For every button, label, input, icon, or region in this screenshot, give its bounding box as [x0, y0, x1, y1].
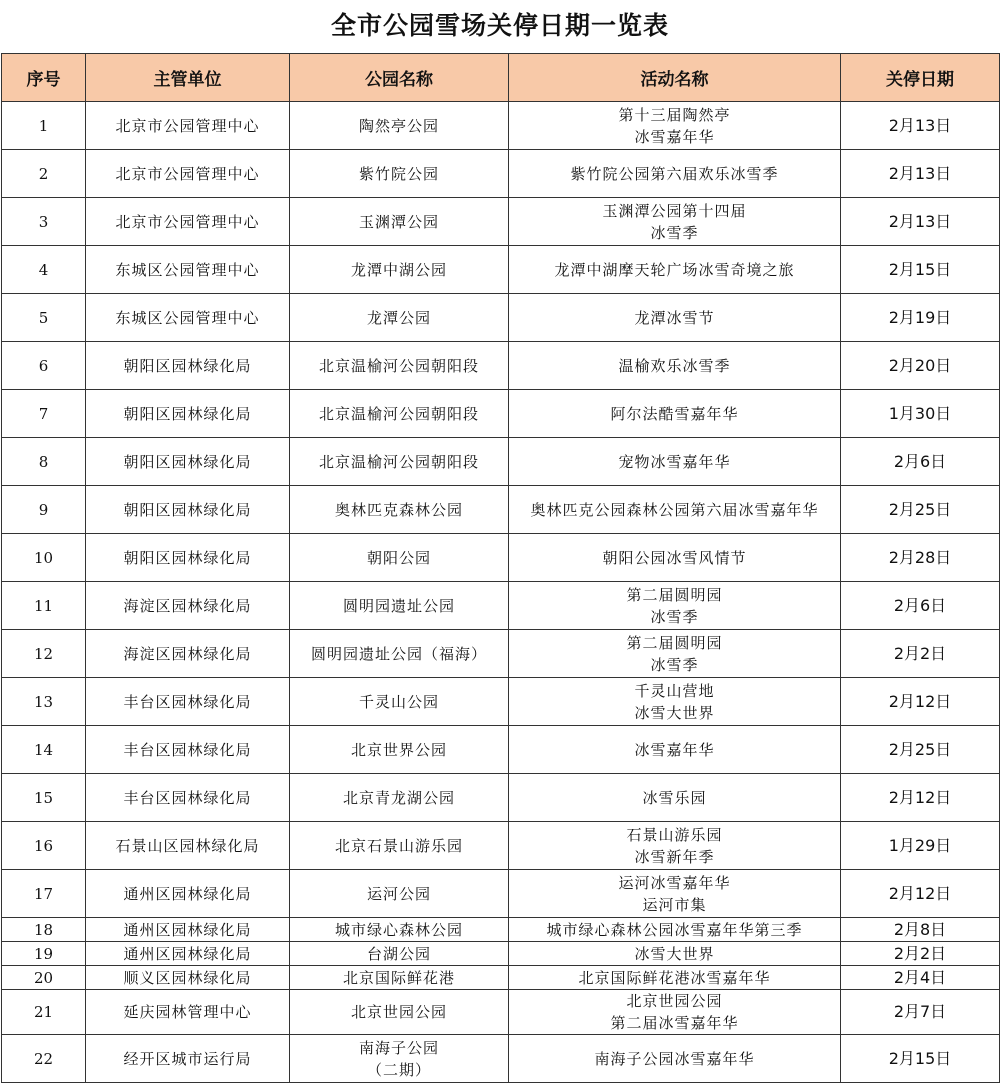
table-row [2, 534, 1000, 582]
table-row [2, 630, 1000, 678]
table-row [2, 198, 1000, 246]
table-row [2, 1035, 1000, 1083]
cell-activity: 北京世园公园 第二届冰雪嘉年华 [509, 990, 841, 1035]
table-row [2, 582, 1000, 630]
table-row [2, 822, 1000, 870]
cell-unit: 朝阳区园林绿化局 [86, 390, 290, 438]
cell-unit: 丰台区园林绿化局 [86, 774, 290, 822]
cell-unit: 顺义区园林绿化局 [86, 966, 290, 990]
table-row [2, 942, 1000, 966]
cell-index: 5 [2, 294, 86, 342]
table-row [2, 102, 1000, 150]
cell-date: 2月8日 [841, 918, 1000, 942]
cell-index: 7 [2, 390, 86, 438]
cell-unit: 海淀区园林绿化局 [86, 630, 290, 678]
cell-date: 2月28日 [841, 534, 1000, 582]
table-row [2, 294, 1000, 342]
cell-unit: 经开区城市运行局 [86, 1035, 290, 1083]
cell-index: 19 [2, 942, 86, 966]
cell-date: 2月7日 [841, 990, 1000, 1035]
cell-date: 2月6日 [841, 438, 1000, 486]
table-row [2, 726, 1000, 774]
cell-unit: 石景山区园林绿化局 [86, 822, 290, 870]
cell-unit: 东城区公园管理中心 [86, 294, 290, 342]
cell-park: 北京国际鲜花港 [290, 966, 509, 990]
cell-park: 千灵山公园 [290, 678, 509, 726]
cell-activity: 龙潭冰雪节 [509, 294, 841, 342]
cell-date: 2月25日 [841, 726, 1000, 774]
table-row [2, 150, 1000, 198]
cell-park: 南海子公园 （二期） [290, 1035, 509, 1083]
cell-date: 1月29日 [841, 822, 1000, 870]
table-row [2, 246, 1000, 294]
cell-index: 4 [2, 246, 86, 294]
table-row [2, 678, 1000, 726]
header-date: 关停日期 [841, 54, 1000, 102]
cell-date: 2月6日 [841, 582, 1000, 630]
cell-activity: 龙潭中湖摩天轮广场冰雪奇境之旅 [509, 246, 841, 294]
cell-date: 2月19日 [841, 294, 1000, 342]
cell-date: 2月25日 [841, 486, 1000, 534]
cell-index: 1 [2, 102, 86, 150]
cell-activity: 奥林匹克公园森林公园第六届冰雪嘉年华 [509, 486, 841, 534]
cell-activity: 冰雪嘉年华 [509, 726, 841, 774]
cell-activity: 阿尔法酷雪嘉年华 [509, 390, 841, 438]
table-row [2, 990, 1000, 1035]
cell-index: 12 [2, 630, 86, 678]
cell-activity: 冰雪乐园 [509, 774, 841, 822]
table-row [2, 918, 1000, 942]
table-header [2, 54, 1000, 102]
cell-park: 圆明园遗址公园 [290, 582, 509, 630]
cell-activity: 温榆欢乐冰雪季 [509, 342, 841, 390]
cell-park: 圆明园遗址公园（福海） [290, 630, 509, 678]
cell-activity: 城市绿心森林公园冰雪嘉年华第三季 [509, 918, 841, 942]
table-row [2, 774, 1000, 822]
cell-date: 2月15日 [841, 246, 1000, 294]
table-row [2, 342, 1000, 390]
cell-activity: 运河冰雪嘉年华 运河市集 [509, 870, 841, 918]
cell-park: 龙潭公园 [290, 294, 509, 342]
cell-park: 北京世界公园 [290, 726, 509, 774]
cell-index: 16 [2, 822, 86, 870]
cell-park: 龙潭中湖公园 [290, 246, 509, 294]
cell-unit: 北京市公园管理中心 [86, 198, 290, 246]
cell-date: 2月4日 [841, 966, 1000, 990]
cell-activity: 冰雪大世界 [509, 942, 841, 966]
cell-park: 朝阳公园 [290, 534, 509, 582]
cell-unit: 延庆园林管理中心 [86, 990, 290, 1035]
cell-park: 北京温榆河公园朝阳段 [290, 342, 509, 390]
cell-activity: 石景山游乐园 冰雪新年季 [509, 822, 841, 870]
cell-index: 18 [2, 918, 86, 942]
cell-index: 2 [2, 150, 86, 198]
cell-park: 城市绿心森林公园 [290, 918, 509, 942]
cell-activity: 第十三届陶然亭 冰雪嘉年华 [509, 102, 841, 150]
header-unit: 主管单位 [86, 54, 290, 102]
header-activity: 活动名称 [509, 54, 841, 102]
cell-index: 11 [2, 582, 86, 630]
header-park: 公园名称 [290, 54, 509, 102]
cell-date: 2月13日 [841, 198, 1000, 246]
cell-unit: 通州区园林绿化局 [86, 918, 290, 942]
cell-park: 玉渊潭公园 [290, 198, 509, 246]
cell-unit: 北京市公园管理中心 [86, 150, 290, 198]
cell-index: 6 [2, 342, 86, 390]
cell-unit: 朝阳区园林绿化局 [86, 534, 290, 582]
cell-park: 北京温榆河公园朝阳段 [290, 438, 509, 486]
cell-unit: 朝阳区园林绿化局 [86, 438, 290, 486]
cell-index: 22 [2, 1035, 86, 1083]
header-row [2, 54, 1000, 102]
cell-index: 3 [2, 198, 86, 246]
cell-park: 紫竹院公园 [290, 150, 509, 198]
cell-index: 9 [2, 486, 86, 534]
cell-date: 2月13日 [841, 150, 1000, 198]
cell-date: 2月20日 [841, 342, 1000, 390]
cell-index: 15 [2, 774, 86, 822]
table-row [2, 966, 1000, 990]
cell-index: 14 [2, 726, 86, 774]
cell-activity: 北京国际鲜花港冰雪嘉年华 [509, 966, 841, 990]
table-row [2, 486, 1000, 534]
cell-unit: 朝阳区园林绿化局 [86, 342, 290, 390]
cell-unit: 丰台区园林绿化局 [86, 726, 290, 774]
cell-unit: 东城区公园管理中心 [86, 246, 290, 294]
table-row [2, 870, 1000, 918]
cell-index: 21 [2, 990, 86, 1035]
table-row [2, 390, 1000, 438]
cell-index: 8 [2, 438, 86, 486]
closure-schedule-table [1, 53, 1000, 1083]
cell-activity: 千灵山营地 冰雪大世界 [509, 678, 841, 726]
cell-park: 北京石景山游乐园 [290, 822, 509, 870]
cell-park: 北京温榆河公园朝阳段 [290, 390, 509, 438]
cell-park: 北京青龙湖公园 [290, 774, 509, 822]
page-title: 全市公园雪场关停日期一览表 [330, 11, 669, 40]
cell-index: 13 [2, 678, 86, 726]
cell-date: 2月15日 [841, 1035, 1000, 1083]
table-row [2, 438, 1000, 486]
cell-activity: 玉渊潭公园第十四届 冰雪季 [509, 198, 841, 246]
cell-activity: 第二届圆明园 冰雪季 [509, 582, 841, 630]
cell-index: 10 [2, 534, 86, 582]
cell-park: 运河公园 [290, 870, 509, 918]
cell-park: 奥林匹克森林公园 [290, 486, 509, 534]
cell-date: 1月30日 [841, 390, 1000, 438]
cell-park: 北京世园公园 [290, 990, 509, 1035]
header-index: 序号 [2, 54, 86, 102]
cell-date: 2月2日 [841, 630, 1000, 678]
cell-index: 17 [2, 870, 86, 918]
cell-date: 2月12日 [841, 870, 1000, 918]
cell-unit: 通州区园林绿化局 [86, 942, 290, 966]
cell-date: 2月2日 [841, 942, 1000, 966]
cell-date: 2月12日 [841, 678, 1000, 726]
cell-unit: 北京市公园管理中心 [86, 102, 290, 150]
cell-unit: 通州区园林绿化局 [86, 870, 290, 918]
cell-unit: 朝阳区园林绿化局 [86, 486, 290, 534]
cell-park: 台湖公园 [290, 942, 509, 966]
cell-date: 2月13日 [841, 102, 1000, 150]
cell-activity: 南海子公园冰雪嘉年华 [509, 1035, 841, 1083]
cell-activity: 紫竹院公园第六届欢乐冰雪季 [509, 150, 841, 198]
cell-activity: 第二届圆明园 冰雪季 [509, 630, 841, 678]
table-body [2, 102, 1000, 1083]
cell-activity: 宠物冰雪嘉年华 [509, 438, 841, 486]
cell-unit: 丰台区园林绿化局 [86, 678, 290, 726]
cell-index: 20 [2, 966, 86, 990]
cell-activity: 朝阳公园冰雪风情节 [509, 534, 841, 582]
cell-unit: 海淀区园林绿化局 [86, 582, 290, 630]
cell-park: 陶然亭公园 [290, 102, 509, 150]
cell-date: 2月12日 [841, 774, 1000, 822]
